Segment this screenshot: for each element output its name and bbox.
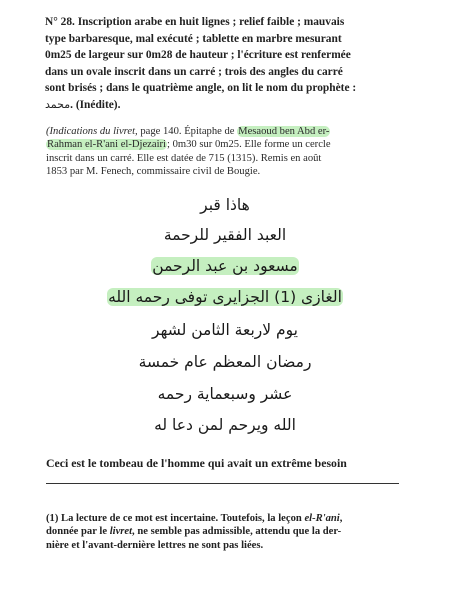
footnote-marker: (1) bbox=[46, 513, 59, 524]
footnote-line-1 bbox=[46, 512, 399, 525]
arabic-line-7: عشر وسبعماية رحمه bbox=[157, 385, 293, 403]
ind-line-1 bbox=[46, 125, 398, 138]
footnote-part2: , bbox=[339, 513, 343, 524]
highlighted-name-1: Mesaoud ben Abd er- bbox=[238, 126, 330, 137]
desc-line-4: dans un ovale inscrit dans un carré ; trois des angles du carré bbox=[45, 65, 343, 78]
ind-line-2 bbox=[46, 138, 398, 151]
livret-indications bbox=[46, 125, 398, 178]
inscription-number: N° 28. bbox=[45, 16, 75, 28]
ind-line-3: inscrit dans un carré. Elle est datée de 715 (1315). Remis en août bbox=[46, 152, 322, 164]
arabic-line-2: العبد الفقير للرحمة bbox=[163, 226, 287, 244]
indications-page: page 140. bbox=[140, 126, 182, 137]
prophet-name-arabic: محمد bbox=[45, 97, 71, 111]
footnote-line-2 bbox=[46, 525, 399, 538]
footnote-part1: La lecture de ce mot est incertaine. Toutefois, la leçon bbox=[61, 513, 302, 524]
arabic-line-4-highlighted: الغازى (1) الجزايرى توفى رحمه الله bbox=[108, 288, 342, 306]
desc-line-1 bbox=[45, 14, 397, 31]
indications-text2: ; 0m30 sur 0m25. Elle forme un cercle bbox=[166, 139, 331, 151]
arabic-line-4 bbox=[60, 288, 390, 306]
arabic-line-5: يوم لاربعة الثامن لشهر bbox=[152, 321, 298, 339]
translation-first-line: Ceci est le tombeau de l'homme qui avait un extrême besoin bbox=[46, 456, 347, 470]
desc-line-1-text: Inscription arabe en huit lignes ; relief faible ; mauvais bbox=[77, 16, 345, 28]
highlighted-name-2: Rahman el-R'ani el-Djezairi bbox=[47, 139, 166, 151]
footnote-line-3: nière et l'avant-dernière lettres ne sont pas liées. bbox=[46, 539, 264, 551]
footnote-reading: el-R'ani bbox=[304, 513, 340, 524]
footnote bbox=[46, 512, 399, 552]
footnote-part3: donnée par le bbox=[46, 526, 108, 538]
arabic-line-3 bbox=[60, 257, 390, 275]
desc-line-3: 0m25 de largeur sur 0m28 de hauteur ; l'écriture est renfermée bbox=[45, 49, 351, 62]
indications-label: (Indications du livret, bbox=[46, 126, 138, 137]
ind-line-4: 1853 par M. Fenech, commissaire civil de Bougie. bbox=[46, 165, 261, 177]
footnote-divider bbox=[46, 483, 399, 484]
arabic-line-1: هاذا قبر bbox=[200, 196, 250, 214]
arabic-line-3-highlighted: مسعود بن عبد الرحمن bbox=[152, 257, 298, 275]
inscription-description bbox=[45, 14, 397, 114]
desc-line-2: type barbaresque, mal exécuté ; tablette en marbre mesurant bbox=[45, 32, 342, 45]
desc-line-6 bbox=[45, 97, 397, 114]
desc-line-5: sont brisés ; dans le quatrième angle, on lit le nom du prophète : bbox=[45, 82, 357, 95]
footnote-livret: livret bbox=[109, 526, 133, 538]
arabic-line-8: الله ويرحم لمن دعا له bbox=[154, 416, 296, 434]
indications-text1: Épitaphe de bbox=[184, 126, 235, 137]
footnote-part4: , ne semble pas admissible, attendu que la der- bbox=[132, 526, 342, 538]
arabic-line-6: رمضان المعظم عام خمسة bbox=[138, 353, 312, 371]
inedite-note: . (Inédite). bbox=[70, 98, 121, 111]
